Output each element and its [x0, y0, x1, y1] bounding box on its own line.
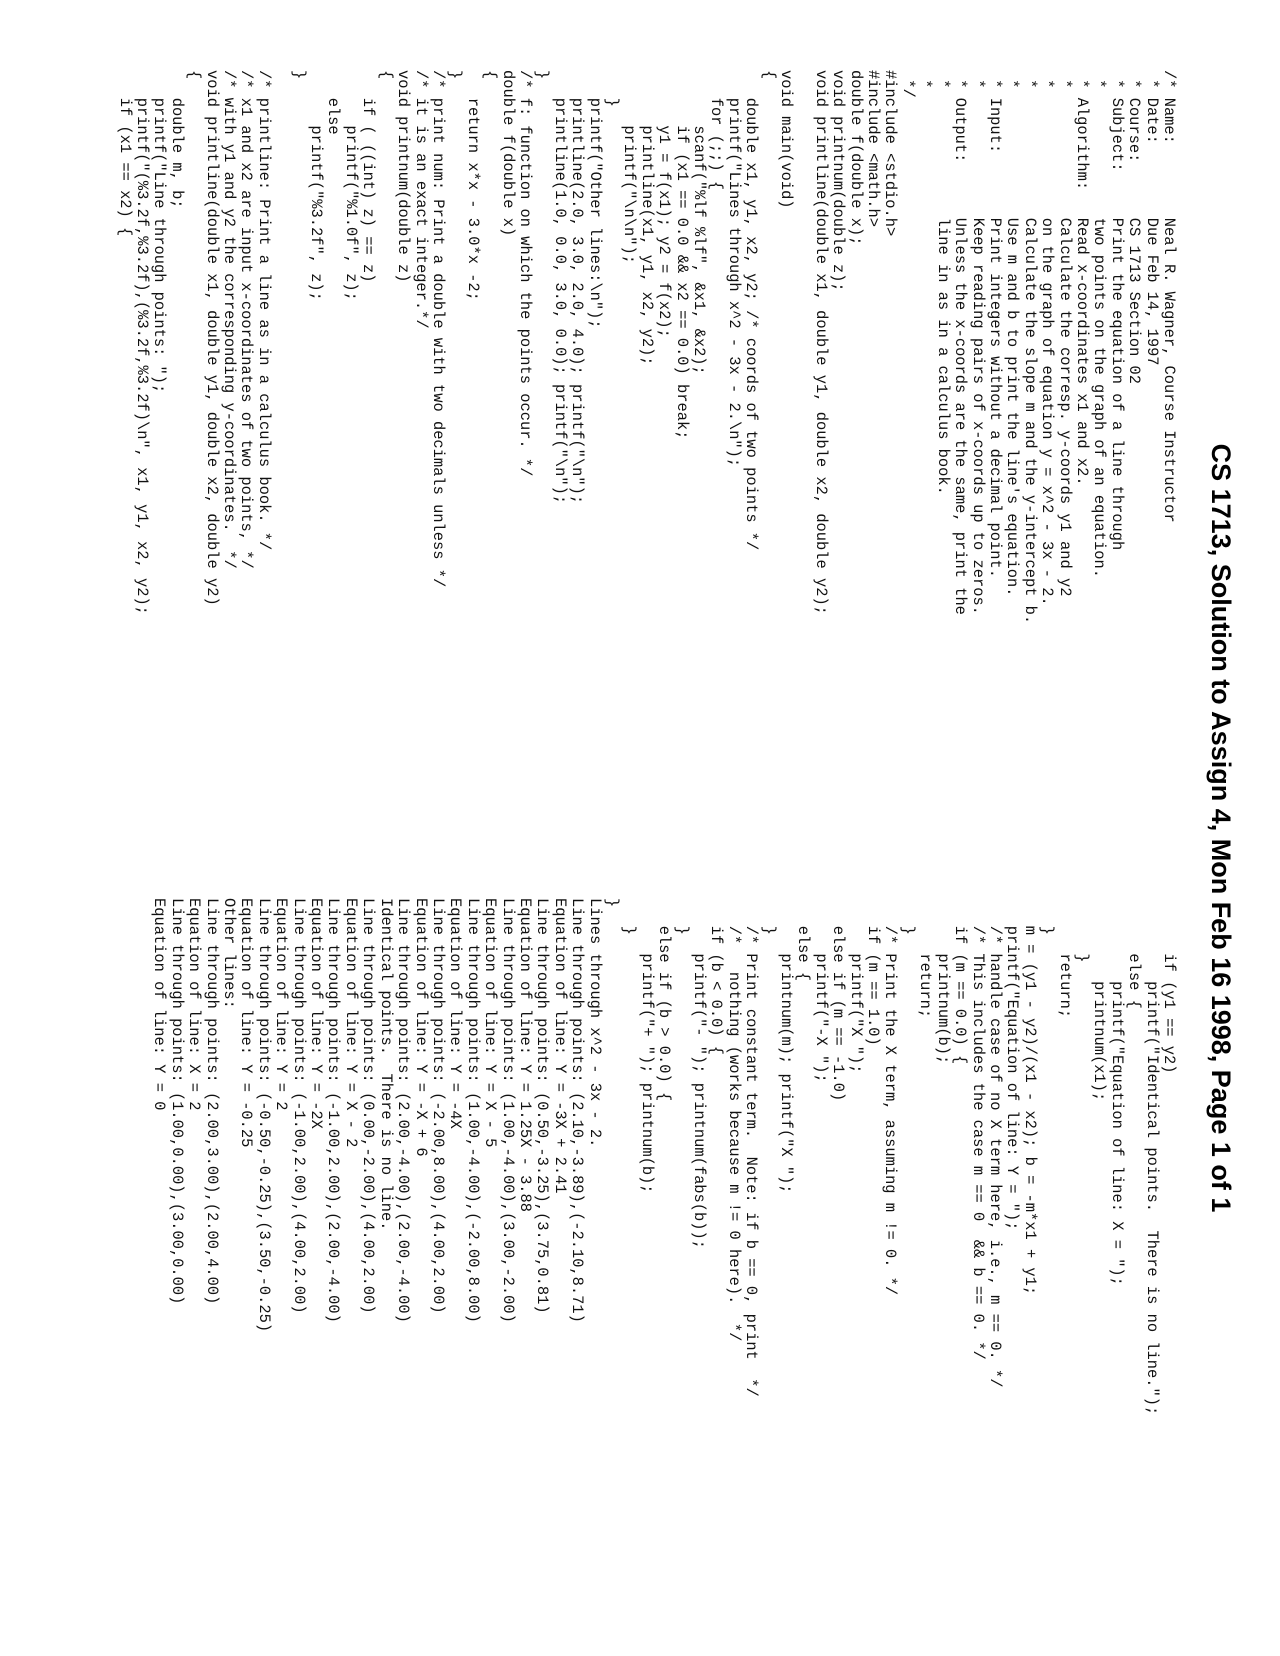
source-code-and-output-right-column: if (y1 == y2) printf("Identical points. There is no line."); else { printf("Equation of line: X = "); printnum(x1); } return; } m = (y1 - y2)/(x1 - x2); b = -m*x1 + y1; printf("Equation of line: Y = "); /* handle case of no X term here, i.e., m == 0. */ /* This includes the case m == 0 && b == 0. */ if (m == 0.0) { printnum(b); return; } /* Print the X term, assuming m != 0. */ if (m == 1.0) printf("X "); else if (m == -1.0) printf("-X "); else { printnum(m); printf("X "); } /* Print constant term. Note: if b == 0, print */ /* nothing (works because m != 0 here). */ if (b < 0.0) { printf("- "); printnum(fabs(b)); } else if (b > 0.0) { printf("+ "); printnum(b); } } Lines through x^2 - 3x - 2. Line through points: (2.10,-3.89),(-2.10,8.71) Equation of line: Y = -3X + 2.41 Line through points: (0.50,-3.25),(3.75,0.81) Equation of line: Y = 1.25X - 3.88 Line through points: (1.00,-4.00),(3.00,-2.00) Equation of line: Y = X - 5 Line through points: (1.00,-4.00),(-2.00,8.00) Equation of line: Y = -4X Line through points: (-2.00,8.00),(4.00,2.00) Equation of line: Y = -X + 6 Line through points: (2.00,-4.00),(2.00,-4.00) Identical points. There is no line. Line through points: (0.00,-2.00),(4.00,2.00) Equation of line: Y = X - 2 Line through points: (-1.00,2.00),(2.00,-4.00) Equation of line: Y = -2X Line through points: (-1.00,2.00),(4.00,2.00) Equation of line: Y = 2 Line through points: (-0.50,-0.25),(3.50,-0.25) Equation of line: Y = -0.25 Other lines: Line through points: (2.00,3.00),(2.00,4.00) Equation of line: X = 2 Line through points: (1.00,0.00),(3.00,0.00) Equation of line: Y = 0	[150, 898, 1178, 1416]
page-title: CS 1713, Solution to Assign 4, Mon Feb 16 1998, Page 1 of 1	[1206, 443, 1236, 1213]
source-code-left-column: /* Name: Neal R. Wagner, Course Instructor * Date: Due Feb 14, 1997 * Course: CS 1713 Section 02 * Subject: Print the equation of a line through * two points on the graph of an equation. * Algorithm: Read x-coordinates x1 and x2. * Calculate the corresp. y-coords y1 and y2 * on the graph of equation y = x^2 - 3x - 2. * Calculate the slope m and the y-intercept b. * Use m and b to print the line's equation. * Input: Print integers without a decimal point. * Keep reading pairs of x-coords up to zeros. * Output: Unless the x-coords are the same, print the * line in as in a calculus book. * */ #include <stdio.h> #include <math.h> double f(double x); void printnum(double z); void printline(double x1, double y1, double x2, double y2); void main(void) { double x1, y1, x2, y2; /* coords of two points */ printf("Lines through x^2 - 3x - 2.\n"); for (;;) { scanf("%lf %lf", &x1, &x2); if (x1 == 0.0 && x2 == 0.0) break; y1 = f(x1); y2 = f(x2); printline(x1, y1, x2, y2); printf("\n\n"); } printf("Other lines:\n"); printline(2.0, 3.0, 2.0, 4.0); printf("\n"); printline(1.0, 0.0, 3.0, 0.0); printf("\n"); } /* f: function on which the points occur. */ double f(double x) { return x*x - 3.0*x -2; } /* print num: Print a double with two decimals unless */ /* it is an exact integer.*/ void printnum(double z) { if ( ((int) z) == z) printf("%1.0f", z); else printf("%3.2f", z); } /* printline: Print a line as in a calculus book. */ /* x1 and x2 are input x-coordinates of two points, */ /* with y1 and y2 the corresponding y-coordinates. */ void printline(double x1, double y1, double x2, double y2) { double m, b; printf("Line through points: "); printf("(%3.2f,%3.2f),(%3.2f,%3.2f)\n", x1, y1, x2, y2); if (x1 == x2) {	[115, 70, 1178, 625]
